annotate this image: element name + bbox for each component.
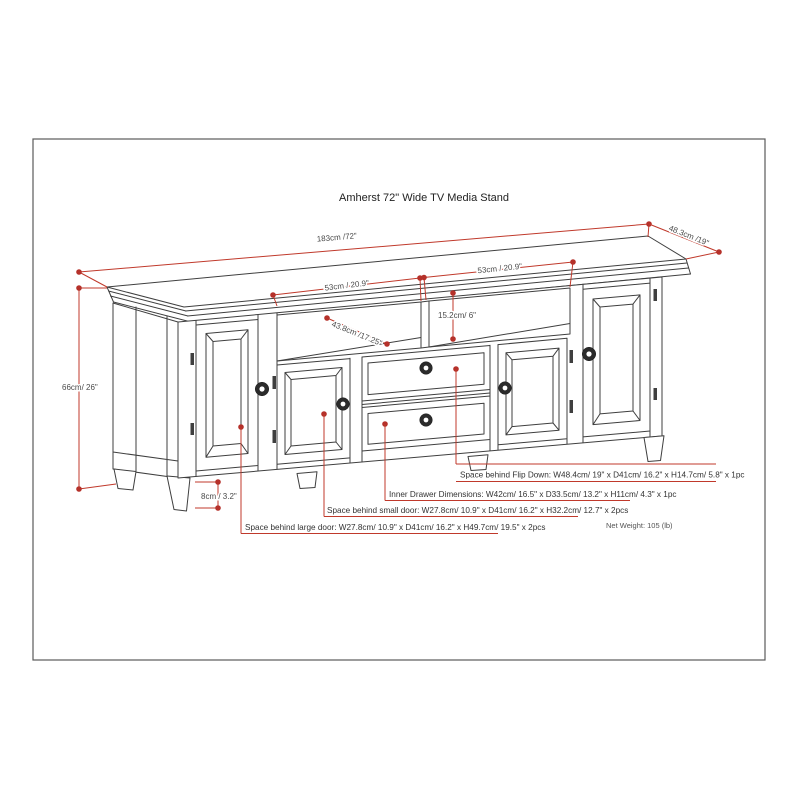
annotation-large-door: Space behind large door: W27.8cm/ 10.9" x D41cm/ 16.2" x H49.7cm/ 19.5" x 2pcs [245,523,546,532]
net-weight: Net Weight: 105 (lb) [606,521,673,530]
page-title: Amherst 72" Wide TV Media Stand [338,192,510,204]
leg-back-left [114,469,136,490]
annotation-inner-drawer: Inner Drawer Dimensions: W42cm/ 16.5" x D33.5cm/ 13.2" x H11cm/ 4.3" x 1pc [389,490,677,499]
dimension-shelf-left-width: 53cm / 20.9" [324,278,370,293]
leg-front-left [167,476,190,511]
cabinet-front-face [178,277,662,478]
dimension-total-height: 66cm/ 26" [62,383,98,392]
dimension-depth: 48.3cm /19" [667,223,711,248]
leg-front-right [644,436,664,462]
dimension-shelf-depth: 43.8cm /17.25" [330,319,384,348]
foot-middle-right [468,455,488,471]
dimension-total-width: 183cm /72" [316,231,358,244]
annotation-flip-down: Space behind Flip Down: W48.4cm/ 19" x D41cm/ 16.2" x H14.7cm/ 5.8" x 1pc [460,470,745,480]
foot-middle-left [297,472,317,489]
dimension-leg-height: 8cm / 3.2" [201,492,237,501]
dimension-shelf-right-width: 53cm / 20.9" [477,261,523,276]
dimension-shelf-opening-height: 15.2cm/ 6" [438,311,476,320]
annotation-small-door: Space behind small door: W27.8cm/ 10.9" x D41cm/ 16.2" x H32.2cm/ 12.7" x 2pcs [327,506,629,515]
side-panel-left [113,303,178,478]
